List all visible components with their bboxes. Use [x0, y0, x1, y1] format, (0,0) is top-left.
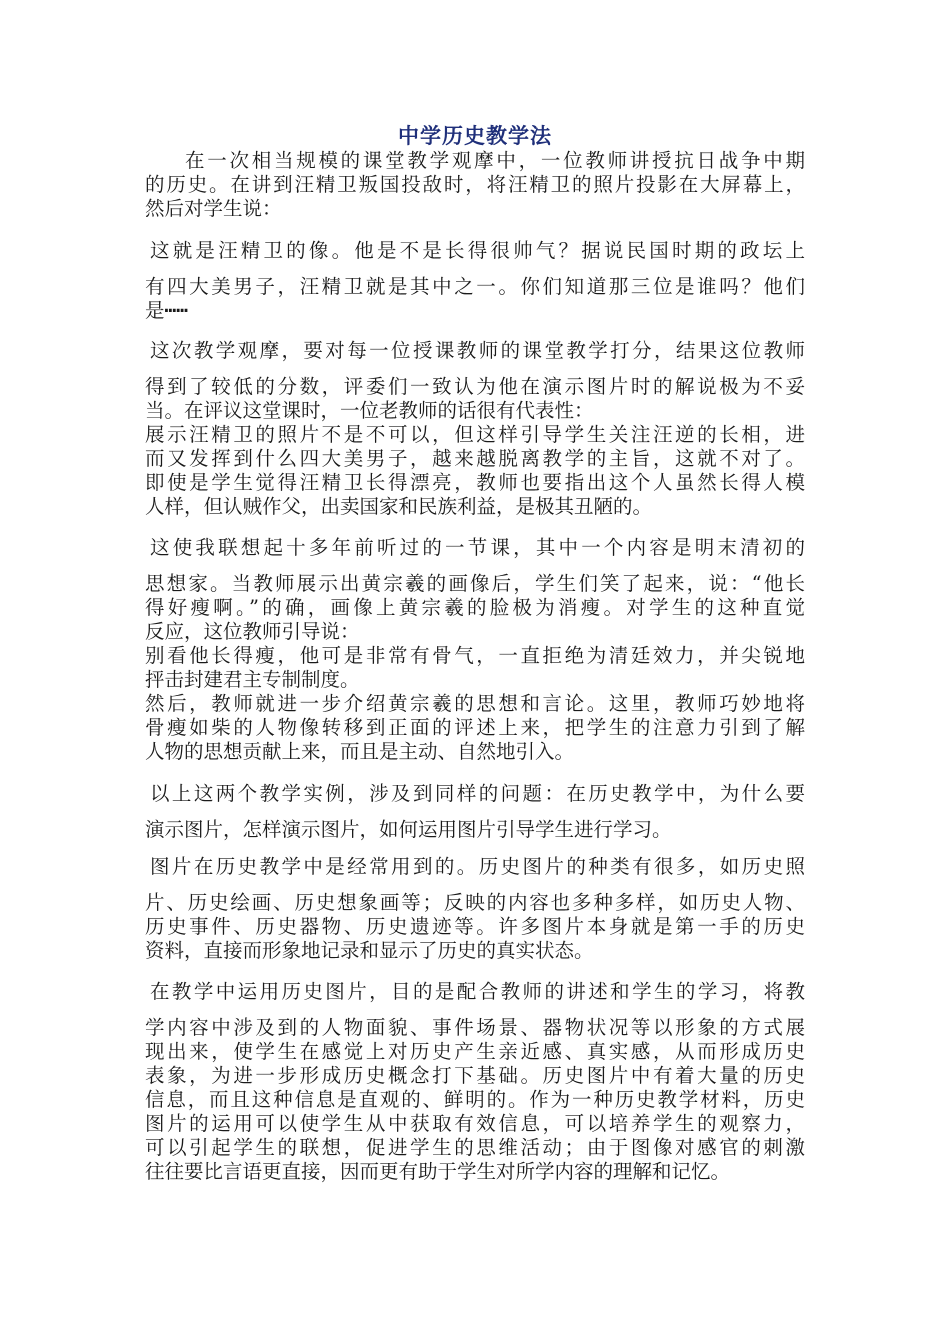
- text-line: 展示汪精卫的照片不是不可以，但这样引导学生关注汪逆的长相，进: [145, 423, 805, 446]
- text-line: 得好瘦啊。”的确，画像上黄宗羲的脸极为消瘦。对学生的这种直觉: [145, 596, 805, 619]
- text-line: 演示图片，怎样演示图片，如何运用图片引导学生进行学习。: [145, 818, 672, 841]
- text-line: 骨瘦如柴的人物像转移到正面的评述上来，把学生的注意力引到了解: [145, 716, 805, 739]
- text-line: 反应，这位教师引导说：: [145, 620, 360, 643]
- text-line: 往往要比言语更直接，因而更有助于学生对所学内容的理解和记忆。: [145, 1160, 731, 1183]
- document-title: 中学历史教学法: [398, 124, 552, 148]
- text-line: 别看他长得瘦，他可是非常有骨气，一直拒绝为清廷效力，并尖锐地: [145, 644, 805, 667]
- text-line: 现出来，使学生在感觉上对历史产生亲近感、真实感，从而形成历史: [145, 1040, 805, 1063]
- text-line: 是┅┅: [145, 299, 188, 322]
- text-line: 得到了较低的分数，评委们一致认为他在演示图片时的解说极为不妥: [145, 375, 805, 398]
- text-line: 当。在评议这堂课时，一位老教师的话很有代表性：: [145, 399, 594, 422]
- text-line: 图片在历史教学中是经常用到的。历史图片的种类有很多，如历史照: [150, 855, 805, 878]
- text-line: 以上这两个教学实例，涉及到同样的问题：在历史教学中，为什么要: [150, 782, 805, 805]
- text-line: 这使我联想起十多年前听过的一节课，其中一个内容是明末清初的: [150, 536, 805, 559]
- text-line: 历史事件、历史器物、历史遗迹等。许多图片本身就是第一手的历史: [145, 915, 805, 938]
- text-line: 思想家。当教师展示出黄宗羲的画像后，学生们笑了起来，说：“他长: [145, 572, 805, 595]
- text-line: 资料，直接而形象地记录和显示了历史的真实状态。: [145, 939, 594, 962]
- text-line: 这就是汪精卫的像。他是不是长得很帅气？据说民国时期的政坛上: [150, 239, 805, 262]
- text-line: 片、历史绘画、历史想象画等；反映的内容也多种多样，如历史人物、: [145, 891, 805, 914]
- text-line: 即使是学生觉得汪精卫长得漂亮，教师也要指出这个人虽然长得人模: [145, 471, 805, 494]
- text-line: 的历史。在讲到汪精卫叛国投敌时，将汪精卫的照片投影在大屏幕上，: [145, 173, 805, 196]
- text-line: 人物的思想贡献上来，而且是主动、自然地引入。: [145, 740, 575, 763]
- text-line: 在一次相当规模的课堂教学观摩中，一位教师讲授抗日战争中期: [185, 149, 805, 172]
- text-line: 信息，而且这种信息是直观的、鲜明的。作为一种历史教学材料，历史: [145, 1088, 805, 1111]
- text-line: 表象，为进一步形成历史概念打下基础。历史图片中有着大量的历史: [145, 1064, 805, 1087]
- text-line: 而又发挥到什么四大美男子，越来越脱离教学的主旨，这就不对了。: [145, 447, 805, 470]
- text-line: 抨击封建君主专制制度。: [145, 668, 360, 691]
- text-line: 然后对学生说：: [145, 197, 282, 220]
- text-line: 可以引起学生的联想，促进学生的思维活动；由于图像对感官的刺激: [145, 1136, 805, 1159]
- text-line: 在教学中运用历史图片，目的是配合教师的讲述和学生的学习，将教: [150, 980, 805, 1003]
- text-line: 学内容中涉及到的人物面貌、事件场景、器物状况等以形象的方式展: [145, 1016, 805, 1039]
- text-line: 图片的运用可以使学生从中获取有效信息，可以培养学生的观察力，: [145, 1112, 805, 1135]
- text-line: 人样，但认贼作父，出卖国家和民族利益，是极其丑陋的。: [145, 495, 653, 518]
- text-line: 然后，教师就进一步介绍黄宗羲的思想和言论。这里，教师巧妙地将: [145, 692, 805, 715]
- text-line: 有四大美男子，汪精卫就是其中之一。你们知道那三位是谁吗？他们: [145, 275, 805, 298]
- text-line: 这次教学观摩，要对每一位授课教师的课堂教学打分，结果这位教师: [150, 339, 805, 362]
